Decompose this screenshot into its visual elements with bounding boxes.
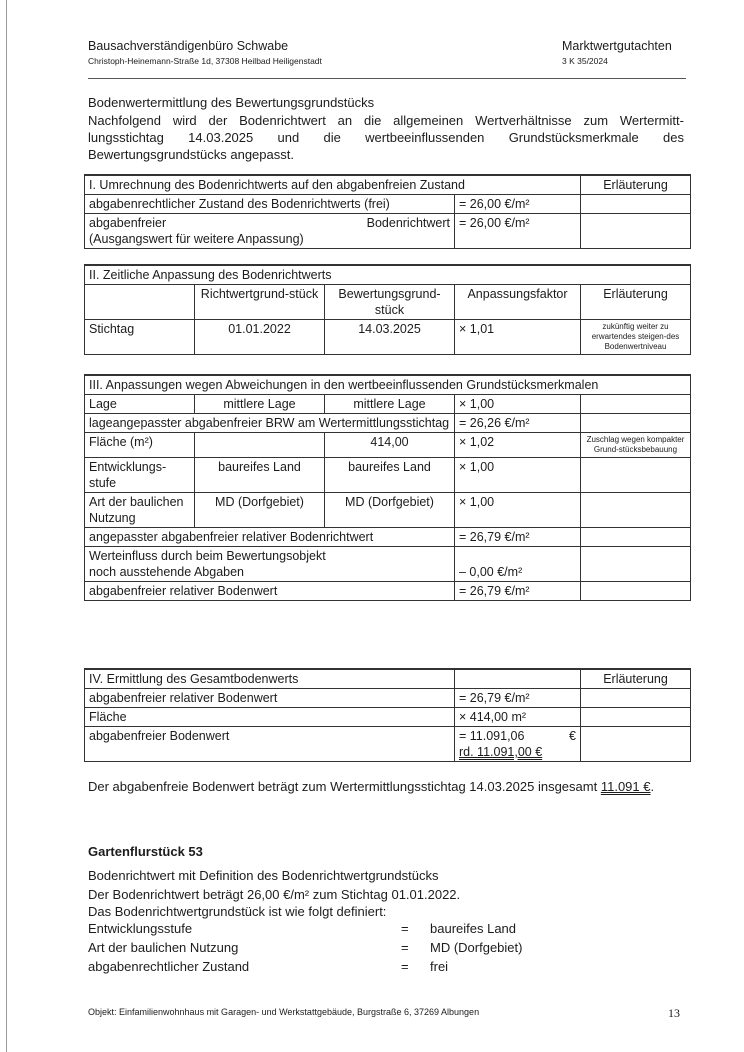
summary-amount: 11.091 €: [600, 779, 651, 794]
table2-header-empty: [85, 285, 195, 320]
intro-word: lungsstichtag: [88, 130, 164, 145]
def-label-nutzung: Art der baulichen Nutzung: [88, 940, 239, 955]
table3-row-flaeche-label: Fläche (m²): [85, 433, 195, 458]
intro-word: Wertverhältnisse: [475, 113, 572, 128]
table1-row2-label: [85, 214, 455, 249]
intro-word: die: [363, 113, 382, 128]
footer-object: Objekt: Einfamilienwohnhaus mit Garagen- und Werkstattgebäude, Burgstraße 6, 37269 Albungen: [88, 1007, 480, 1017]
table1-row2-label-b: Bodenrichtwert: [366, 216, 450, 230]
intro-word: des: [663, 130, 684, 145]
table3-relative-note: [581, 582, 691, 601]
table2-row-label: Stichtag: [85, 320, 195, 355]
table4-title-gap: [455, 669, 581, 689]
table4-rounded-value: rd. 11.091,00 €: [459, 745, 543, 759]
table3-row-brw-label: lageangepasster abgabenfreier BRW am Wertermittlungsstichtag: [85, 414, 455, 433]
table1-row1-label: abgabenrechtlicher Zustand des Bodenrichtwerts (frei): [85, 195, 455, 214]
table-time-adjustment: [84, 264, 691, 355]
intro-word: 14.03.2025: [188, 130, 254, 145]
intro-word: zum: [583, 113, 609, 128]
intro-line-1: [88, 112, 684, 129]
table2-note-header: Erläuterung: [581, 285, 691, 320]
intro-paragraph: [88, 112, 684, 163]
intro-line-3: Bewertungsgrundstücks angepasst.: [88, 147, 294, 162]
table3-relative-label: abgabenfreier relativer Bodenwert: [85, 582, 455, 601]
table3-row-lage-factor: × 1,00: [455, 395, 581, 414]
table1-row2-value: = 26,00 €/m²: [455, 214, 581, 249]
intro-word: wird: [172, 113, 197, 128]
table2-note: zukünftig weiter zu erwartendes steigen-des Bodenwertniveau: [581, 320, 691, 355]
intro-word: Bodenrichtwert: [239, 113, 326, 128]
table3-row-brw-factor: = 26,26 €/m²: [455, 414, 581, 433]
table3-row-nutzung-bw: MD (Dorfgebiet): [325, 493, 455, 528]
def-eq-entwicklung: =: [401, 921, 409, 936]
intro-line-2: [88, 129, 684, 146]
table4-row2-note: [581, 708, 691, 727]
table-total-land-value: [84, 668, 691, 762]
intro-word: Nachfolgend: [88, 113, 161, 128]
table3-adjusted-label: angepasster abgabenfreier relativer Bodenrichtwert: [85, 528, 455, 547]
table3-row-lage-note: [581, 395, 691, 414]
table3-row-entwicklung-bw: baureifes Land: [325, 458, 455, 493]
garden-paragraph-1: Bodenrichtwert mit Definition des Bodenrichtwertgrundstücks: [88, 868, 439, 883]
table4-row1-label: abgabenfreier relativer Bodenwert: [85, 689, 455, 708]
table3-row-nutzung-note: [581, 493, 691, 528]
summary-end: .: [650, 779, 655, 794]
table3-levy-label: Werteinfluss durch beim Bewertungsobjekt noch ausstehende Abgaben: [85, 547, 455, 582]
file-number: 3 K 35/2024: [562, 56, 608, 66]
table2-col-richtwert: Richtwertgrund-stück: [195, 285, 325, 320]
table4-row1-note: [581, 689, 691, 708]
def-value-entwicklung: baureifes Land: [430, 921, 517, 936]
intro-word: wertbeeinflussenden: [365, 130, 485, 145]
table-characteristic-adjustments: [84, 374, 691, 601]
table1-row1-value: = 26,00 €/m²: [455, 195, 581, 214]
intro-word: allgemeinen: [393, 113, 464, 128]
table1-row2-label-a: abgabenfreier: [89, 216, 167, 230]
document-type: Marktwertgutachten: [562, 39, 672, 53]
intro-word: und: [277, 130, 300, 145]
office-address: Christoph-Heinemann-Straße 1d, 37308 Heilbad Heiligenstadt: [88, 56, 322, 66]
table3-row-flaeche-rw: [195, 433, 325, 458]
table3-levy-note: [581, 547, 691, 582]
table2-rw-date: 01.01.2022: [195, 320, 325, 355]
table3-row-flaeche-bw: 414,00: [325, 433, 455, 458]
table3-row-nutzung-rw: MD (Dorfgebiet): [195, 493, 325, 528]
table3-row-flaeche-factor: × 1,02: [455, 433, 581, 458]
table2-factor: × 1,01: [455, 320, 581, 355]
table3-adjusted-note: [581, 528, 691, 547]
garden-paragraph-2: Der Bodenrichtwert beträgt 26,00 €/m² zum Stichtag 01.01.2022.: [88, 887, 461, 902]
section-title: Bodenwertermittlung des Bewertungsgrundstücks: [88, 95, 375, 110]
table4-row2-value: × 414,00 m²: [455, 708, 581, 727]
header-rule: [88, 78, 686, 79]
table3-row-lage-label: Lage: [85, 395, 195, 414]
table3-row-lage-bw: mittlere Lage: [325, 395, 455, 414]
page-number: 13: [668, 1006, 680, 1020]
table1-note-header: Erläuterung: [581, 175, 691, 195]
table4-row1-value: = 26,79 €/m²: [455, 689, 581, 708]
intro-word: an: [337, 113, 353, 128]
table3-adjusted-value: = 26,79 €/m²: [455, 528, 581, 547]
garden-plot-heading: Gartenflurstück 53: [88, 844, 203, 859]
table1-row1-note: [581, 195, 691, 214]
def-value-nutzung: MD (Dorfgebiet): [430, 940, 523, 955]
intro-word: Grundstücksmerkmale: [508, 130, 639, 145]
table3-row-brw-note: [581, 414, 691, 433]
table4-total-note: [581, 727, 691, 762]
table3-row-flaeche-note: Zuschlag wegen kompakter Grund-stücksbebauung: [581, 433, 691, 458]
table2-title: II. Zeitliche Anpassung des Bodenrichtwerts: [85, 265, 691, 285]
table4-note-header: Erläuterung: [581, 669, 691, 689]
table1-row2-label-c: (Ausgangswert für weitere Anpassung): [89, 232, 304, 246]
table2-col-bewertung: Bewertungsgrund-stück: [325, 285, 455, 320]
def-label-zustand: abgabenrechtlicher Zustand: [88, 959, 250, 974]
def-label-entwicklung: Entwicklungsstufe: [88, 921, 193, 936]
table2-bw-date: 14.03.2025: [325, 320, 455, 355]
intro-word: Wertermitt-: [619, 113, 684, 128]
table3-title: III. Anpassungen wegen Abweichungen in den wertbeeinflussenden Grundstücksmerkmalen: [85, 375, 691, 395]
intro-word: die: [323, 130, 341, 145]
intro-word: der: [208, 113, 228, 128]
garden-paragraph-3: Das Bodenrichtwertgrundstück ist wie folgt definiert:: [88, 904, 387, 919]
table3-row-entwicklung-rw: baureifes Land: [195, 458, 325, 493]
table4-total-currency: €: [569, 729, 576, 743]
table3-levy-value: [455, 547, 581, 582]
table3-row-lage-rw: mittlere Lage: [195, 395, 325, 414]
summary-text: Der abgabenfreie Bodenwert beträgt zum Wertermittlungsstichtag 14.03.2025 insgesamt: [88, 779, 598, 794]
table1-row2-note: [581, 214, 691, 249]
table-conversion: [84, 174, 691, 249]
table4-row2-label: Fläche: [85, 708, 455, 727]
table3-row-entwicklung-note: [581, 458, 691, 493]
table3-row-entwicklung-factor: × 1,00: [455, 458, 581, 493]
table4-total-value-cell: [455, 727, 581, 762]
table3-row-nutzung-factor: × 1,00: [455, 493, 581, 528]
table4-total-label: abgabenfreier Bodenwert: [85, 727, 455, 762]
table3-row-nutzung-label: Art der baulichen Nutzung: [85, 493, 195, 528]
summary-sentence: [88, 779, 654, 794]
table4-total-value: = 11.091,06: [459, 729, 525, 743]
table1-title: I. Umrechnung des Bodenrichtwerts auf den abgabenfreien Zustand: [85, 175, 581, 195]
office-name: Bausachverständigenbüro Schwabe: [88, 39, 289, 53]
table3-relative-value: = 26,79 €/m²: [455, 582, 581, 601]
def-eq-zustand: =: [401, 959, 409, 974]
table4-title: IV. Ermittlung des Gesamtbodenwerts: [85, 669, 455, 689]
def-value-zustand: frei: [430, 959, 449, 974]
def-eq-nutzung: =: [401, 940, 409, 955]
binding-edge: [6, 0, 8, 1052]
table2-col-factor: Anpassungsfaktor: [455, 285, 581, 320]
table3-levy-amount: – 0,00 €/m²: [459, 565, 523, 579]
table3-row-entwicklung-label: Entwicklungs-stufe: [85, 458, 195, 493]
